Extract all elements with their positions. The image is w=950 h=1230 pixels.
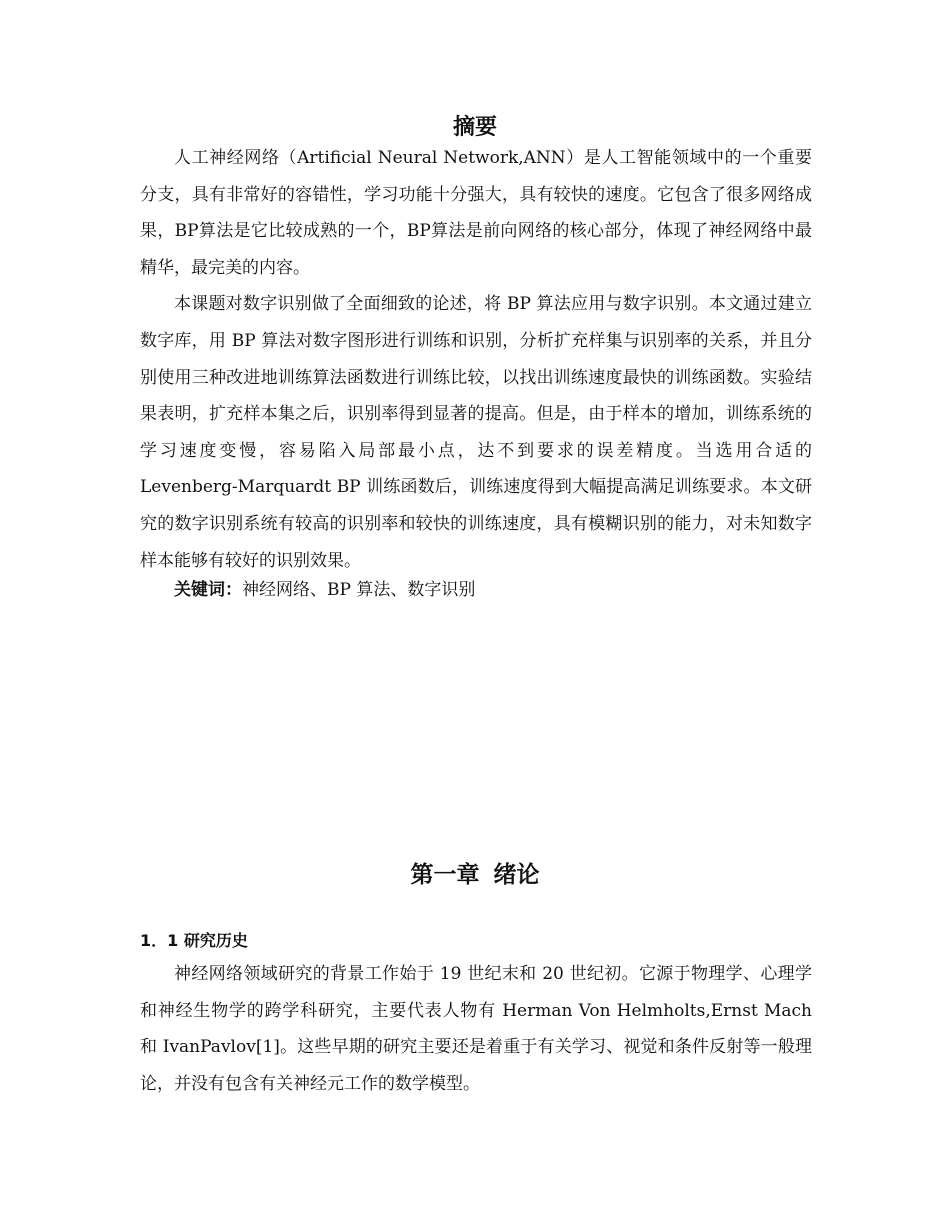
section-body — [140, 956, 812, 1102]
keywords-label: 关键词： — [174, 580, 242, 600]
keywords-line — [174, 572, 814, 608]
abstract-body — [140, 140, 812, 579]
abstract-paragraph: 人工神经网络（Artificial Neural Network,ANN）是人工智能领域中的一个重要分支，具有非常好的容错性，学习功能十分强大，具有较快的速度。它包含了很多网络成果，BP算法是它比较成熟的一个，BP算法是前向网络的核心部分，体现了神经网络中最精华，最完美的内容。 — [140, 148, 812, 278]
abstract-title: 摘要 — [452, 115, 497, 140]
keywords-value: 神经网络、BP 算法、数字识别 — [242, 580, 476, 600]
section-title: 1．1 研究历史 — [140, 931, 248, 950]
section-paragraph: 神经网络领域研究的背景工作始于 19 世纪末和 20 世纪初。它源于物理学、心理学和神经生物学的跨学科研究，主要代表人物有 Herman Von Helmholts,Ernst Mach 和 IvanPavlov[1]。这些早期的研究主要还是着重于有关学习、视觉和条件反射等一般理论，并没有包含有关神经元工作的数学模型。 — [140, 964, 812, 1094]
abstract-paragraph: 本课题对数字识别做了全面细致的论述，将 BP 算法应用与数字识别。本文通过建立数字库，用 BP 算法对数字图形进行训练和识别，分析扩充样集与识别率的关系，并且分别使用三种改进地训练算法函数进行训练比较，以找出训练速度最快的训练函数。实验结果表明，扩充样本集之后，识别率得到显著的提高。但是，由于样本的增加，训练系统的学习速度变慢，容易陷入局部最小点，达不到要求的误差精度。当选用合适的 Levenberg-Marquardt BP 训练函数后，训练速度得到大幅提高满足训练要求。本文研究的数字识别系统有较高的识别率和较快的训练速度，具有模糊识别的能力，对未知数字样本能够有较好的识别效果。 — [140, 294, 812, 571]
chapter-title: 第一章 绪论 — [410, 862, 540, 888]
